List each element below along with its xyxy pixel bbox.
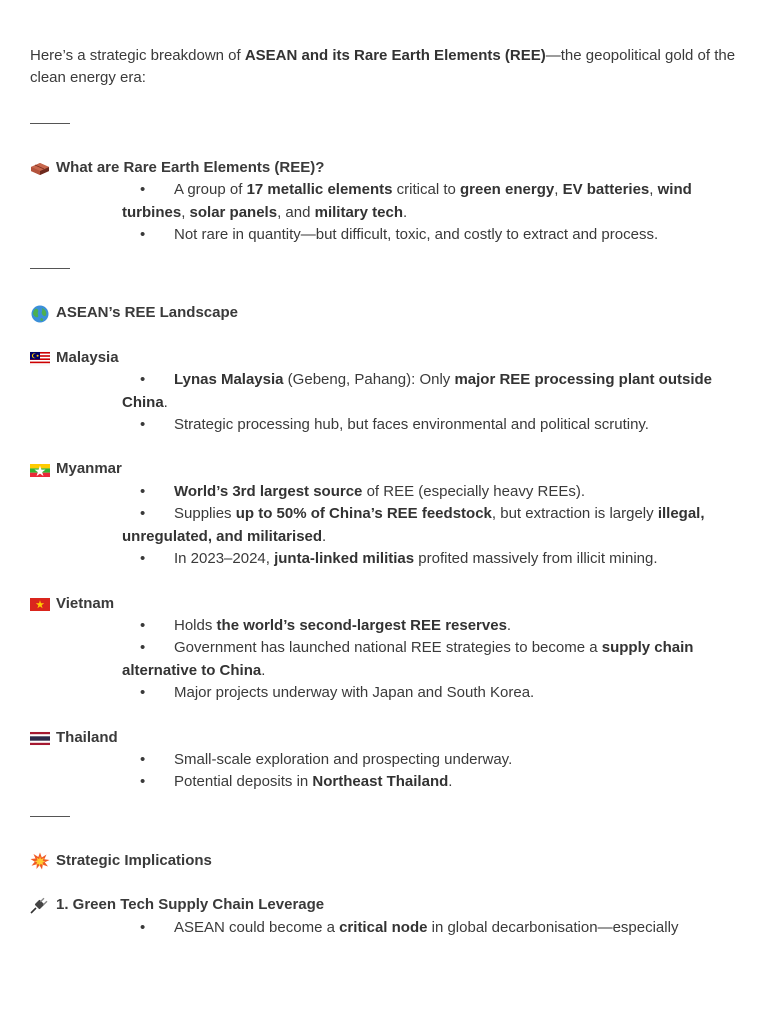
list-item: • A group of 17 metallic elements critical to green energy, EV batteries, wind turbines, solar panels, and military tech. [122,181,692,221]
section-heading-thailand [30,727,738,749]
section-heading-what [30,157,738,179]
list-item: • Supplies up to 50% of China’s REE feedstock, but extraction is largely illegal, unregulated, and militarised. [122,505,705,545]
bullet-marker: • [140,181,146,199]
section-title: Malaysia [56,348,119,366]
vietnam-flag-icon [30,595,50,613]
list-item: • Potential deposits in Northeast Thailand. [30,771,738,793]
thailand-flag-icon [30,729,50,747]
section-title: Thailand [56,728,118,746]
list-item: • Government has launched national REE strategies to become a supply chain alternative to China. [122,639,694,679]
list-item: • World’s 3rd largest source of REE (especially heavy REEs). [30,481,738,503]
list-item: • Lynas Malaysia (Gebeng, Pahang): Only major REE processing plant outside China. [122,371,713,411]
section-heading-leverage [30,894,738,916]
list-item: • Not rare in quantity—but difficult, toxic, and costly to extract and process. [30,224,738,246]
bullet-marker: • [140,918,146,936]
intro-bold: ASEAN and its Rare Earth Elements (REE) [244,47,546,64]
section-title: Myanmar [56,460,122,478]
intro-text-end: —the geopolitical gold of the clean energy era: [30,47,736,87]
section-heading-malaysia [30,347,738,369]
bullet-marker: • [140,505,146,523]
bullet-marker: • [140,616,146,634]
section-heading-landscape [30,302,738,324]
globe-icon [30,305,50,323]
malaysia-flag-icon [30,349,50,367]
bullet-marker: • [140,482,146,500]
section-title: What are Rare Earth Elements (REE)? [56,158,325,176]
list-item: • In 2023–2024, junta-linked militias profited massively from illicit mining. [30,548,738,570]
list-item: • Small-scale exploration and prospecting underway. [30,749,738,771]
bullet-marker: • [140,750,146,768]
brick-icon [30,159,50,177]
bullet-marker: • [140,773,146,791]
section-title: Strategic Implications [56,851,212,869]
section-title: Vietnam [56,594,115,612]
bullet-marker: • [140,371,146,389]
bullet-marker: • [140,416,146,434]
list-item: • ASEAN could become a critical node in global decarbonisation—especially [30,917,738,939]
section-heading-myanmar [30,458,738,480]
list-item: • Strategic processing hub, but faces environmental and political scrutiny. [30,414,738,436]
section-heading-vietnam [30,593,738,615]
intro-paragraph [30,45,738,90]
plug-icon [30,896,50,914]
section-title: ASEAN’s REE Landscape [56,304,238,322]
bullet-marker: • [140,550,146,568]
section-title: 1. Green Tech Supply Chain Leverage [56,896,325,914]
collision-icon [30,852,50,870]
myanmar-flag-icon [30,461,50,479]
section-heading-implications [30,850,738,872]
intro-text: Here’s a strategic breakdown of [30,47,245,64]
bullet-marker: • [140,684,146,702]
list-item: • Major projects underway with Japan and South Korea. [30,682,738,704]
bullet-marker: • [140,226,146,244]
bullet-marker: • [140,639,146,657]
list-item: • Holds the world’s second-largest REE reserves. [30,615,738,637]
